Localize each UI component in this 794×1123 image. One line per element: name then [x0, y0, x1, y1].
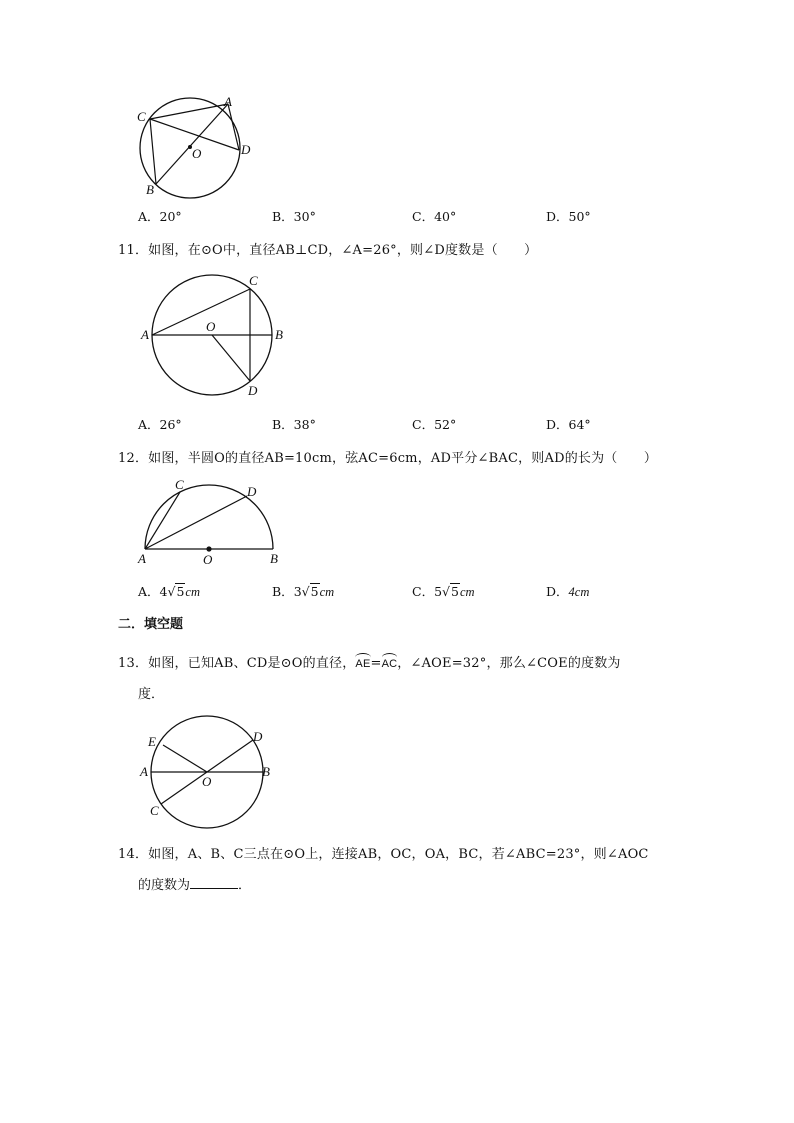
q12-option-d[interactable]: D．4cm: [546, 584, 590, 599]
q13-arc-ae: AE: [355, 658, 371, 670]
q11-label-b: B: [275, 327, 283, 342]
q11-label-a: A: [141, 327, 149, 342]
q11-option-a[interactable]: A．26°: [138, 417, 182, 432]
q13-label-d: D: [253, 729, 263, 744]
q13-label-o: O: [202, 774, 212, 789]
q10-figure: [130, 88, 260, 200]
q12-label-d: D: [247, 484, 257, 499]
q12-option-c[interactable]: C．5√5cm: [412, 584, 475, 599]
q12-text: 如图，半圆O的直径AB=10cm，弦AC=6cm，AD平分∠BAC，则AD的长为（ ）: [148, 451, 658, 466]
q10-option-d[interactable]: D．50°: [546, 209, 591, 224]
q13-figure: [136, 712, 280, 834]
q11-label-o: O: [206, 319, 216, 334]
q12-stem: [118, 447, 657, 466]
q13-label-b: B: [262, 764, 270, 779]
q11-figure: [138, 268, 298, 404]
q11-text: 如图，在⊙O中，直径AB⊥CD，∠A=26°，则∠D度数是（ ）: [148, 243, 538, 258]
q10-label-d: D: [241, 142, 251, 157]
q12-option-b[interactable]: B．3√5cm: [272, 584, 335, 599]
q10-label-o: O: [192, 146, 202, 161]
q14-text: 如图，A、B、C三点在⊙O上，连接AB，OC，OA，BC，若∠ABC=23°，则∠AOC: [148, 847, 649, 862]
q10-label-c: C: [137, 109, 146, 124]
q12-label-o: O: [203, 552, 213, 567]
q11-number: 11．: [118, 243, 149, 258]
q14-number: 14．: [118, 847, 149, 862]
section-fill-in-blank-title: 二．填空题: [118, 617, 184, 632]
q10-options: [138, 207, 738, 227]
q13-line2: 度．: [138, 687, 165, 702]
q13-arc-ac: AC: [381, 658, 398, 670]
q12-label-b: B: [270, 551, 278, 566]
q14-answer-blank[interactable]: [190, 876, 238, 889]
q12-label-a: A: [138, 551, 146, 566]
q11-options: [138, 415, 738, 435]
q12-label-c: C: [175, 477, 184, 492]
q13-label-a: A: [140, 764, 148, 779]
q13-text-before: 如图，已知AB、CD是⊙O的直径，: [148, 656, 356, 671]
q10-label-a: A: [224, 94, 232, 109]
q11-stem: [118, 239, 537, 258]
q13-stem: 13．如图，已知AB、CD是⊙O的直径，AE=AC，∠AOE=32°，那么∠COE的度数为: [118, 656, 621, 671]
q11-option-c[interactable]: C．52°: [412, 417, 457, 432]
q10-label-b: B: [146, 182, 154, 197]
q12-figure: [136, 474, 296, 570]
q10-option-b[interactable]: B．30°: [272, 209, 316, 224]
q11-option-b[interactable]: B．38°: [272, 417, 316, 432]
q14-line2: 的度数为 ．: [138, 878, 252, 893]
q14-stem: [118, 843, 649, 862]
q10-option-a[interactable]: A．20°: [138, 209, 182, 224]
q12-option-a[interactable]: A．4√5cm: [138, 584, 200, 599]
q11-label-d: D: [248, 383, 258, 398]
q10-option-c[interactable]: C．40°: [412, 209, 457, 224]
q13-text-after: ，∠AOE=32°，那么∠COE的度数为: [397, 656, 621, 671]
q13-label-c: C: [150, 803, 159, 818]
q11-option-d[interactable]: D．64°: [546, 417, 591, 432]
q11-label-c: C: [249, 273, 258, 288]
q12-number: 12．: [118, 451, 149, 466]
q12-options: [138, 582, 738, 602]
q13-label-e: E: [148, 734, 156, 749]
q13-number: 13．: [118, 656, 149, 671]
